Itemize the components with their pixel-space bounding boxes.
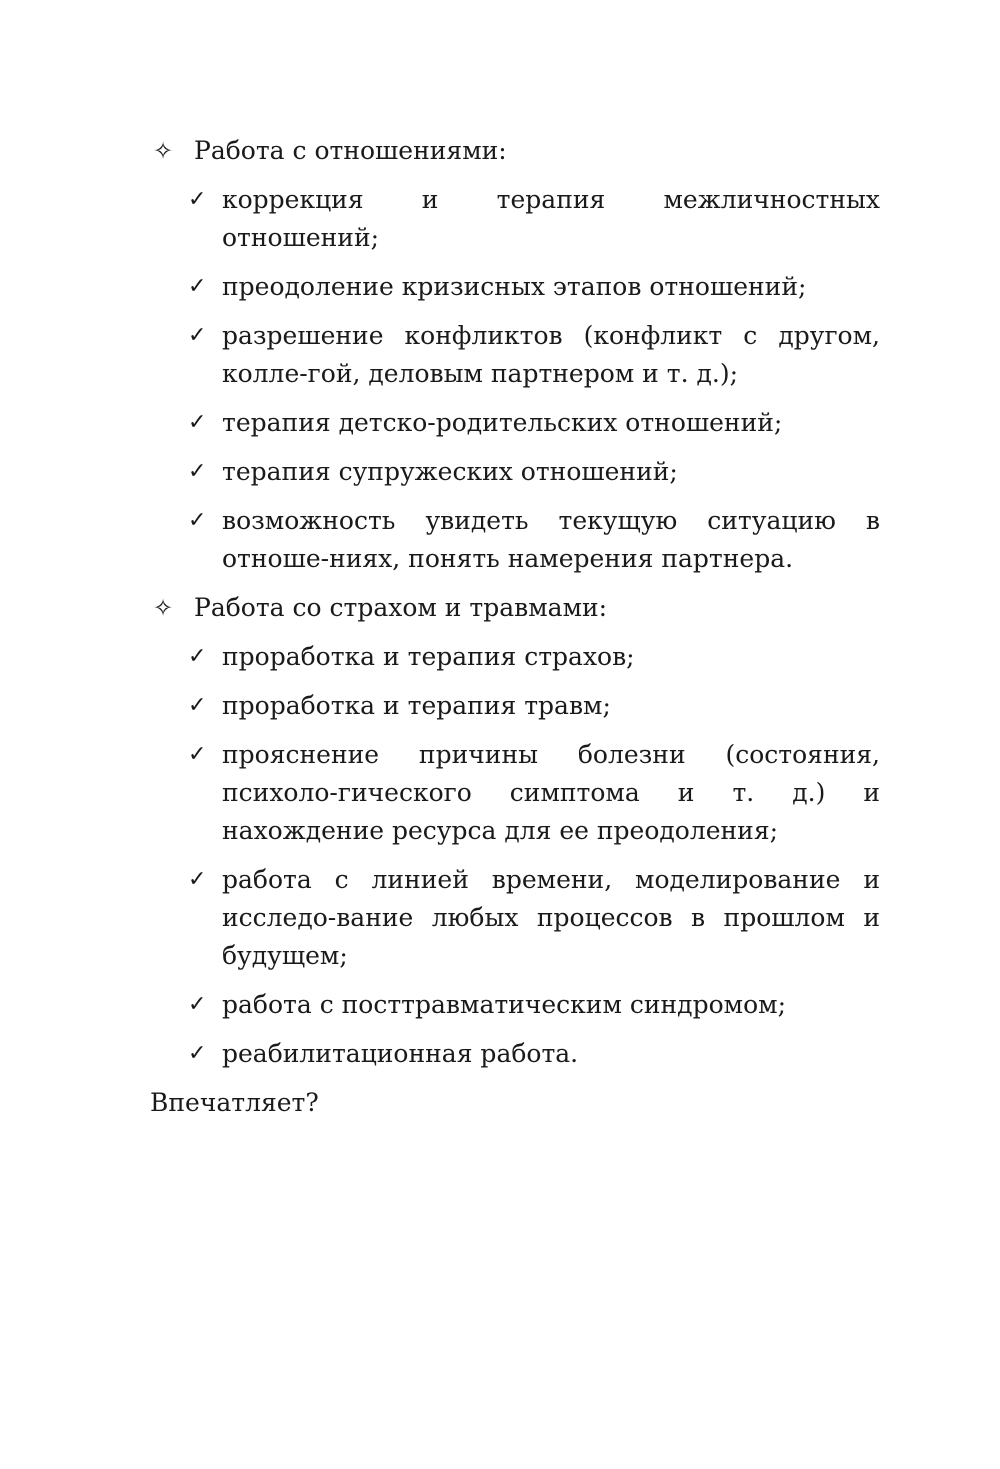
check-icon: ✓ — [188, 867, 207, 892]
list-item: ✓ прояснение причины болезни (состояния, психоло-гического симптома и т. д.) и нахождение ресурса для ее преодоления; — [150, 736, 880, 850]
section-title: Работа со страхом и травмами: — [194, 593, 608, 622]
section-relationships — [150, 132, 880, 578]
check-icon: ✓ — [188, 508, 207, 533]
list-item: ✓ коррекция и терапия межличностных отношений; — [150, 181, 880, 257]
page-content — [150, 132, 880, 1147]
check-icon: ✓ — [188, 187, 207, 212]
section-header — [150, 132, 880, 170]
check-icon: ✓ — [188, 459, 207, 484]
bullet-list — [150, 638, 880, 1073]
diamond-star-icon: ✧ — [152, 594, 174, 622]
section-fears-traumas — [150, 589, 880, 1073]
section-header — [150, 589, 880, 627]
list-item: ✓ преодоление кризисных этапов отношений; — [150, 268, 880, 306]
check-icon: ✓ — [188, 410, 207, 435]
list-item: ✓ проработка и терапия травм; — [150, 687, 880, 725]
list-item: ✓ реабилитационная работа. — [150, 1035, 880, 1073]
diamond-star-icon: ✧ — [152, 137, 174, 165]
check-icon: ✓ — [188, 1041, 207, 1066]
closing-paragraph: Впечатляет? — [150, 1088, 319, 1117]
list-item: ✓ проработка и терапия страхов; — [150, 638, 880, 676]
list-item: ✓ терапия детско-родительских отношений; — [150, 404, 880, 442]
check-icon: ✓ — [188, 644, 207, 669]
list-item: ✓ работа с посттравматическим синдромом; — [150, 986, 880, 1024]
list-item: ✓ работа с линией времени, моделирование и исследо-вание любых процессов в прошлом и будущем; — [150, 861, 880, 975]
check-icon: ✓ — [188, 274, 207, 299]
list-item: ✓ терапия супружеских отношений; — [150, 453, 880, 491]
check-icon: ✓ — [188, 323, 207, 348]
bullet-list — [150, 181, 880, 578]
list-item: ✓ возможность увидеть текущую ситуацию в отноше-ниях, понять намерения партнера. — [150, 502, 880, 578]
check-icon: ✓ — [188, 693, 207, 718]
section-title: Работа с отношениями: — [194, 136, 507, 165]
check-icon: ✓ — [188, 742, 207, 767]
check-icon: ✓ — [188, 992, 207, 1017]
list-item: ✓ разрешение конфликтов (конфликт с другом, колле-гой, деловым партнером и т. д.); — [150, 317, 880, 393]
